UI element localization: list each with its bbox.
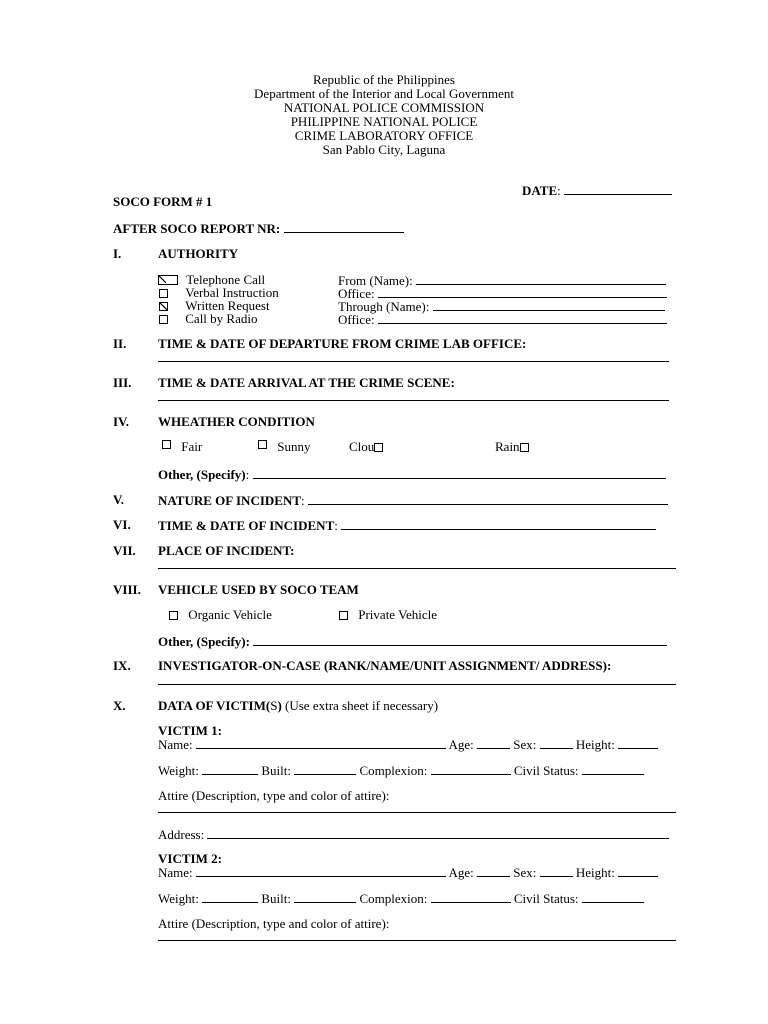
victim-2-complexion-blank[interactable] — [431, 891, 511, 903]
call-by-radio-checkbox[interactable] — [159, 315, 168, 324]
victim-1-age-label: Age: — [448, 737, 474, 752]
victim-2-name-label: Name: — [158, 865, 193, 880]
telephone-call-label: Telephone Call — [186, 272, 266, 287]
victim-1-address-label: Address: — [158, 827, 205, 842]
office-field-2 — [338, 312, 667, 327]
date-field: DATE: — [522, 183, 672, 198]
section-5-field: NATURE OF INCIDENT: — [158, 493, 668, 508]
section-3-title: TIME & DATE ARRIVAL AT THE CRIME SCENE: — [158, 375, 455, 390]
victim-2-age-blank[interactable] — [477, 865, 510, 877]
private-vehicle-label: Private Vehicle — [358, 607, 438, 622]
sunny-checkbox[interactable] — [258, 440, 267, 449]
organic-vehicle-label: Organic Vehicle — [188, 607, 272, 622]
cloudy-checkbox[interactable] — [374, 443, 383, 452]
header-line-2: Department of the Interior and Local Government — [254, 86, 514, 101]
vehicle-private[interactable] — [339, 608, 437, 622]
victim-2-row-2 — [158, 891, 644, 906]
section-8-title: VEHICLE USED BY SOCO TEAM — [158, 582, 359, 597]
victim-1-civil-status-blank[interactable] — [582, 763, 644, 775]
section-6-title: TIME & DATE OF INCIDENT — [158, 518, 335, 533]
victim-1-weight-blank[interactable] — [202, 763, 258, 775]
victim-1-weight-label: Weight: — [158, 763, 199, 778]
date-blank[interactable] — [564, 183, 672, 195]
weather-other-label: Other, (Specify) — [158, 467, 246, 482]
investigator-answer-line[interactable] — [158, 684, 676, 685]
from-name-label: From (Name): — [338, 273, 413, 288]
section-1-title: AUTHORITY — [158, 246, 239, 261]
verbal-instruction-checkbox[interactable] — [159, 289, 168, 298]
victim-2-heading: VICTIM 2: — [158, 851, 222, 866]
victim-1-row-2 — [158, 763, 644, 778]
victim-2-row-1 — [158, 865, 658, 880]
victim-1-name-label: Name: — [158, 737, 193, 752]
section-10-title-close: ) — [277, 698, 282, 713]
incident-time-date-blank[interactable] — [341, 518, 656, 530]
option-call-by-radio[interactable] — [158, 312, 257, 326]
office-label-2: Office: — [338, 312, 375, 327]
header-line-6: San Pablo City, Laguna — [322, 142, 446, 157]
section-2-title: TIME & DATE OF DEPARTURE FROM CRIME LAB OFFICE: — [158, 336, 527, 351]
victim-2-weight-blank[interactable] — [202, 891, 258, 903]
header-line-5: CRIME LABORATORY OFFICE — [294, 128, 474, 143]
victim-1-sex-blank[interactable] — [540, 737, 573, 749]
victim-1-height-label: Height: — [575, 737, 615, 752]
section-10-note: (Use extra sheet if necessary) — [285, 698, 439, 713]
victim-2-weight-label: Weight: — [158, 891, 199, 906]
office-blank-2[interactable] — [378, 312, 667, 324]
victim-2-height-blank[interactable] — [618, 865, 658, 877]
verbal-instruction-label: Verbal Instruction — [185, 285, 279, 300]
report-nr-field — [113, 221, 404, 236]
organic-vehicle-checkbox[interactable] — [169, 611, 178, 620]
section-7-number: VII. — [113, 543, 136, 558]
victim-1-age-blank[interactable] — [477, 737, 510, 749]
telephone-call-checkbox[interactable] — [158, 275, 178, 285]
cloudy-label: Clou — [349, 439, 375, 454]
section-7-title: PLACE OF INCIDENT: — [158, 543, 295, 558]
fair-label: Fair — [181, 439, 203, 454]
section-2-number: II. — [113, 336, 127, 351]
fair-checkbox[interactable] — [162, 440, 171, 449]
header-line-4: PHILIPPINE NATIONAL POLICE — [290, 114, 478, 129]
report-nr-blank[interactable] — [284, 221, 404, 233]
office-blank-1[interactable] — [378, 286, 667, 298]
victim-1-address-blank[interactable] — [207, 827, 669, 839]
section-10-title-s: S — [270, 698, 278, 713]
victim-2-built-label: Built: — [261, 891, 291, 906]
section-9-title: INVESTIGATOR-ON-CASE (RANK/NAME/UNIT ASSIGNMENT/ ADDRESS): — [158, 658, 612, 673]
rain-checkbox[interactable] — [520, 443, 529, 452]
victim-1-address-field — [158, 827, 669, 842]
nature-of-incident-blank[interactable] — [308, 493, 668, 505]
place-answer-line[interactable] — [158, 568, 676, 569]
from-name-blank[interactable] — [416, 273, 666, 285]
victim-2-name-blank[interactable] — [196, 865, 446, 877]
section-8-number: VIII. — [113, 582, 141, 597]
victim-1-row-1 — [158, 737, 658, 752]
written-request-checkbox[interactable] — [159, 302, 168, 311]
victim-2-attire-label: Attire (Description, type and color of attire): — [158, 916, 390, 931]
victim-1-complexion-blank[interactable] — [431, 763, 511, 775]
victim-1-heading: VICTIM 1: — [158, 723, 222, 738]
office-label-1: Office: — [338, 286, 375, 301]
written-request-label: Written Request — [185, 298, 270, 313]
header-line-1: Republic of the Philippines — [313, 72, 455, 87]
vehicle-other-label: Other, (Specify): — [158, 634, 250, 649]
victim-1-name-blank[interactable] — [196, 737, 446, 749]
section-5-title: NATURE OF INCIDENT — [158, 493, 302, 508]
section-4-number: IV. — [113, 414, 130, 429]
weather-other-blank[interactable] — [253, 467, 666, 479]
victim-2-attire-line[interactable] — [158, 940, 676, 941]
section-9-number: IX. — [113, 658, 131, 673]
section-6-number: VI. — [113, 517, 131, 532]
victim-1-built-blank[interactable] — [294, 763, 356, 775]
weather-rain[interactable] — [495, 440, 529, 454]
victim-2-age-label: Age: — [448, 865, 474, 880]
section-6-field: TIME & DATE OF INCIDENT: — [158, 518, 656, 533]
victim-1-height-blank[interactable] — [618, 737, 658, 749]
weather-cloudy[interactable] — [349, 440, 383, 454]
victim-1-attire-label: Attire (Description, type and color of attire): — [158, 788, 390, 803]
victim-1-civil-status-label: Civil Status: — [513, 763, 579, 778]
report-nr-label: AFTER SOCO REPORT NR: — [113, 221, 281, 236]
victim-1-attire-line[interactable] — [158, 812, 676, 813]
victim-2-complexion-label: Complexion: — [359, 891, 428, 906]
departure-answer-line[interactable] — [158, 361, 669, 362]
through-name-blank[interactable] — [433, 299, 665, 311]
weather-other-field: Other, (Specify): — [158, 467, 666, 482]
call-by-radio-label: Call by Radio — [185, 311, 258, 326]
section-10-number: X. — [113, 698, 126, 713]
weather-fair[interactable] — [162, 440, 202, 454]
private-vehicle-checkbox[interactable] — [339, 611, 348, 620]
sunny-label: Sunny — [277, 439, 311, 454]
form-number: SOCO FORM # 1 — [113, 194, 213, 209]
arrival-answer-line[interactable] — [158, 400, 669, 401]
victim-2-civil-status-blank[interactable] — [582, 891, 644, 903]
section-10-title-text: DATA OF VICTIM( — [158, 698, 271, 713]
victim-2-sex-label: Sex: — [513, 865, 537, 880]
section-4-title: WHEATHER CONDITION — [158, 414, 315, 429]
victim-2-built-blank[interactable] — [294, 891, 356, 903]
victim-2-sex-blank[interactable] — [540, 865, 573, 877]
victim-1-complexion-label: Complexion: — [359, 763, 428, 778]
vehicle-other-field — [158, 634, 667, 649]
date-label: DATE — [522, 183, 558, 198]
section-10-title — [158, 699, 438, 713]
section-5-number: V. — [113, 492, 124, 507]
victim-2-height-label: Height: — [575, 865, 615, 880]
weather-sunny[interactable] — [258, 440, 310, 454]
vehicle-other-blank[interactable] — [253, 634, 667, 646]
rain-label: Rain — [495, 439, 520, 454]
vehicle-organic[interactable] — [169, 608, 272, 622]
victim-2-civil-status-label: Civil Status: — [513, 891, 579, 906]
victim-1-sex-label: Sex: — [513, 737, 537, 752]
victim-1-built-label: Built: — [261, 763, 291, 778]
section-1-number: I. — [113, 246, 122, 261]
section-3-number: III. — [113, 375, 132, 390]
through-name-label: Through (Name): — [338, 299, 430, 314]
header-line-3: NATIONAL POLICE COMMISSION — [283, 100, 485, 115]
